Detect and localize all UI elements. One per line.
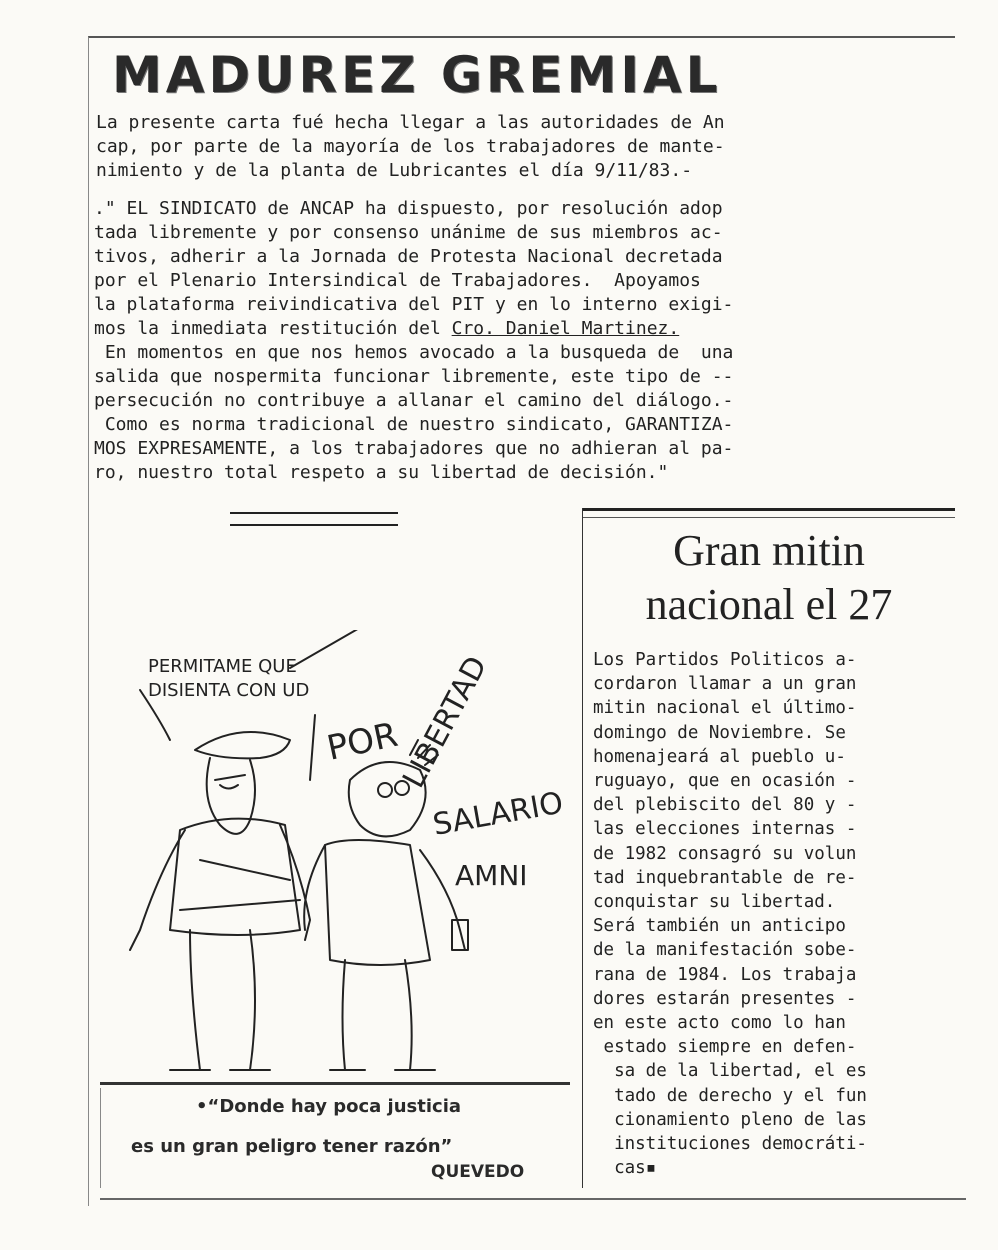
sidebar-title xyxy=(583,524,955,632)
underlined-name: Cro. Daniel Martinez. xyxy=(451,318,680,339)
quote-author: QUEVEDO xyxy=(431,1162,525,1182)
letter-line xyxy=(94,317,950,341)
letter-line: la plataforma reivindicativa del PIT y en lo interno exigi- xyxy=(94,294,734,315)
letter-line: por el Plenario Intersindical de Trabajadores. Apoyamos xyxy=(94,270,701,291)
sidebar-body xyxy=(593,648,953,1180)
officer-leg-left xyxy=(190,930,200,1070)
intro-line: nimiento y de la planta de Lubricantes el día 9/11/83.- xyxy=(96,160,693,181)
sidebar-line: Será también un anticipo xyxy=(593,916,846,937)
letter-line: tada libremente y por consenso unánime de sus miembros ac- xyxy=(94,222,723,243)
sidebar-line: mitin nacional el último- xyxy=(593,698,857,719)
worker-bottle xyxy=(452,920,468,950)
sidebar-line: domingo de Noviembre. Se xyxy=(593,722,846,743)
quote-line-2: es un gran peligro tener razón” xyxy=(131,1136,453,1157)
sidebar-line: cordaron llamar a un gran xyxy=(593,674,857,695)
sign-amni: AMNI xyxy=(455,859,528,892)
cartoon-drawing xyxy=(100,630,580,1085)
letter-line: salida que nospermita funcionar libremente, este tipo de -- xyxy=(94,366,734,387)
worker-arm-left xyxy=(304,845,325,930)
sidebar-line: ruguayo, que en ocasión - xyxy=(593,771,857,792)
clipping-bottom-border xyxy=(100,1198,966,1200)
sidebar-line: instituciones democráti- xyxy=(593,1134,867,1155)
officer-leg-right xyxy=(250,930,255,1070)
sidebar-line: cionamiento pleno de las xyxy=(593,1109,867,1130)
officer-cap xyxy=(195,732,290,758)
sidebar-title-line: nacional el 27 xyxy=(645,580,893,629)
letter-line: persecución no contribuye a allanar el camino del diálogo.- xyxy=(94,390,734,411)
letter-text xyxy=(94,197,950,485)
cartoon-baseline xyxy=(100,1082,570,1085)
sidebar-line: sa de la libertad, el es xyxy=(593,1061,867,1082)
letter-line-text: mos la inmediata restitución del xyxy=(94,318,452,339)
sidebar-line: Los Partidos Politicos a- xyxy=(593,650,857,670)
sidebar-line: de 1982 consagró su volun xyxy=(593,843,857,864)
speech-line xyxy=(290,630,460,668)
sidebar-article xyxy=(582,508,955,1188)
sidebar-title-line: Gran mitin xyxy=(673,526,865,575)
sidebar-line: homenajeará al pueblo u- xyxy=(593,746,846,767)
sidebar-line: del plebiscito del 80 y - xyxy=(593,795,857,816)
sidebar-line: cas▪ xyxy=(593,1158,657,1179)
letter-line: Como es norma tradicional de nuestro sindicato, GARANTIZA- xyxy=(94,414,734,435)
letter-line: ." EL SINDICATO de ANCAP ha dispuesto, por resolución adop xyxy=(94,198,723,219)
worker-body xyxy=(325,840,430,965)
sidebar-line: en este acto como lo han xyxy=(593,1013,846,1034)
letter-line: tivos, adherir a la Jornada de Protesta Nacional decretada xyxy=(94,246,723,267)
sidebar-line: tad inquebrantable de re- xyxy=(593,867,857,888)
sign-salario: SALARIO xyxy=(430,785,566,843)
worker-leg-right xyxy=(405,960,412,1070)
sidebar-line: estado siempre en defen- xyxy=(593,1037,857,1058)
intro-paragraph xyxy=(96,111,946,183)
letter-line: MOS EXPRESAMENTE, a los trabajadores que no adhieran al pa- xyxy=(94,438,734,459)
quote-box xyxy=(100,1088,571,1188)
worker-leg-left xyxy=(343,960,346,1070)
political-cartoon xyxy=(100,630,580,1085)
officer-body xyxy=(170,819,300,935)
sidebar-line: tado de derecho y el fun xyxy=(593,1085,867,1106)
officer-face xyxy=(207,758,255,834)
sign-libertad: LIBERTAD xyxy=(396,650,495,794)
intro-line: cap, por parte de la mayoría de los trabajadores de mante- xyxy=(96,136,725,157)
sidebar-line: rana de 1984. Los trabaja xyxy=(593,964,857,985)
letter-line: ro, nuestro total respeto a su libertad de decisión." xyxy=(94,462,669,483)
section-divider xyxy=(230,512,398,526)
letter-line: En momentos en que nos hemos avocado a la busqueda de una xyxy=(94,342,734,363)
quote-line-1: •“Donde hay poca justicia xyxy=(196,1096,462,1117)
speech-text-2: DISIENTA CON UD xyxy=(148,680,310,701)
sidebar-line: conquistar su libertad. xyxy=(593,892,836,913)
sidebar-line: las elecciones internas - xyxy=(593,819,857,840)
officer-arm-left xyxy=(130,830,185,950)
sidebar-rule xyxy=(583,508,955,518)
officer-arm-right xyxy=(280,825,310,940)
sidebar-line: dores estarán presentes - xyxy=(593,988,857,1009)
sidebar-line: de la manifestación sobe- xyxy=(593,940,857,961)
speech-text-1: PERMITAME QUE xyxy=(148,656,297,677)
intro-line: La presente carta fué hecha llegar a las autoridades de An xyxy=(96,112,725,133)
sign-por: POR xyxy=(323,714,402,769)
headline: MADUREZ GREMIAL xyxy=(112,46,722,104)
